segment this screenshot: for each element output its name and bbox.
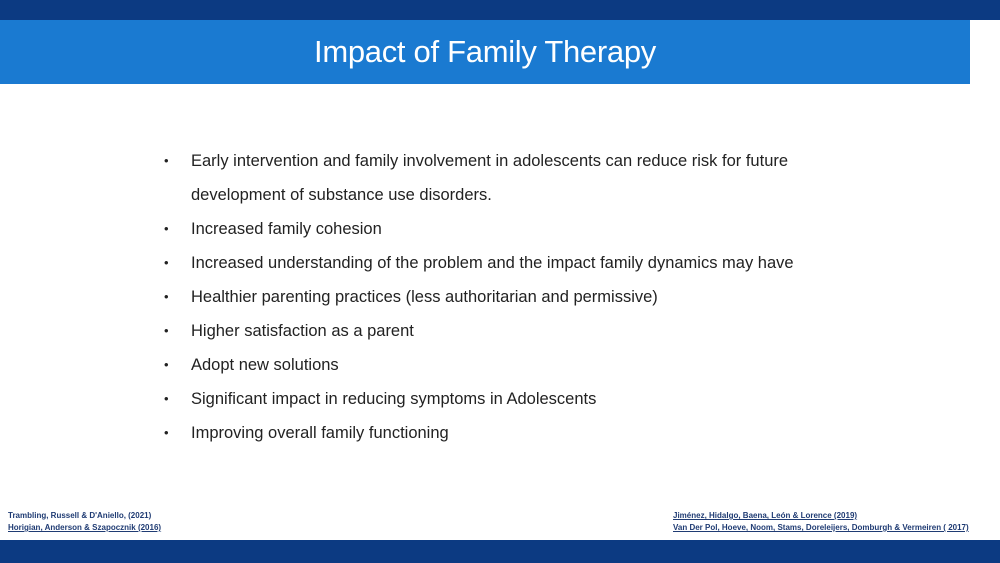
bullet-icon: • (164, 391, 169, 406)
bullet-icon: • (164, 255, 169, 270)
bullet-item (164, 212, 864, 246)
bullet-item (164, 144, 864, 212)
title-band (0, 20, 970, 84)
bullet-icon: • (164, 425, 169, 440)
reference-link[interactable]: Jiménez, Hidalgo, Baena, León & Lorence (2019) (673, 511, 858, 520)
reference-link[interactable]: Van Der Pol, Hoeve, Noom, Stams, Doreleijers, Domburgh & Vermeiren ( 2017) (673, 523, 969, 532)
reference-text: Trambling, Russell & D'Aniello, (2021) (8, 511, 152, 520)
bullet-text: Increased understanding of the problem and the impact family dynamics may have (191, 254, 794, 272)
references-right (673, 510, 969, 534)
bullet-text: Significant impact in reducing symptoms in Adolescents (191, 390, 597, 408)
bullet-icon: • (164, 289, 169, 304)
bullet-icon: • (164, 221, 169, 236)
bullet-text: Increased family cohesion (191, 220, 382, 238)
bottom-bar (0, 540, 1000, 563)
bullet-item (164, 348, 864, 382)
bullet-text: Adopt new solutions (191, 356, 339, 374)
bullet-icon: • (164, 357, 169, 372)
bullet-icon: • (164, 323, 169, 338)
bullet-text: Improving overall family functioning (191, 424, 449, 442)
bullet-item (164, 246, 864, 280)
bullet-item (164, 280, 864, 314)
bullet-text: Healthier parenting practices (less authoritarian and permissive) (191, 288, 658, 306)
references-left (8, 510, 161, 534)
bullet-item (164, 416, 864, 450)
bullet-text: Early intervention and family involvement in adolescents can reduce risk for future development of substance use disorders. (191, 152, 789, 204)
slide-title: Impact of Family Therapy (314, 34, 656, 69)
bullet-list (164, 144, 864, 450)
bullet-item (164, 314, 864, 348)
reference-link[interactable]: Horigian, Anderson & Szapocznik (2016) (8, 523, 162, 532)
top-bar (0, 0, 1000, 20)
bullet-icon: • (164, 153, 169, 168)
bullet-item (164, 382, 864, 416)
bullet-text: Higher satisfaction as a parent (191, 322, 414, 340)
